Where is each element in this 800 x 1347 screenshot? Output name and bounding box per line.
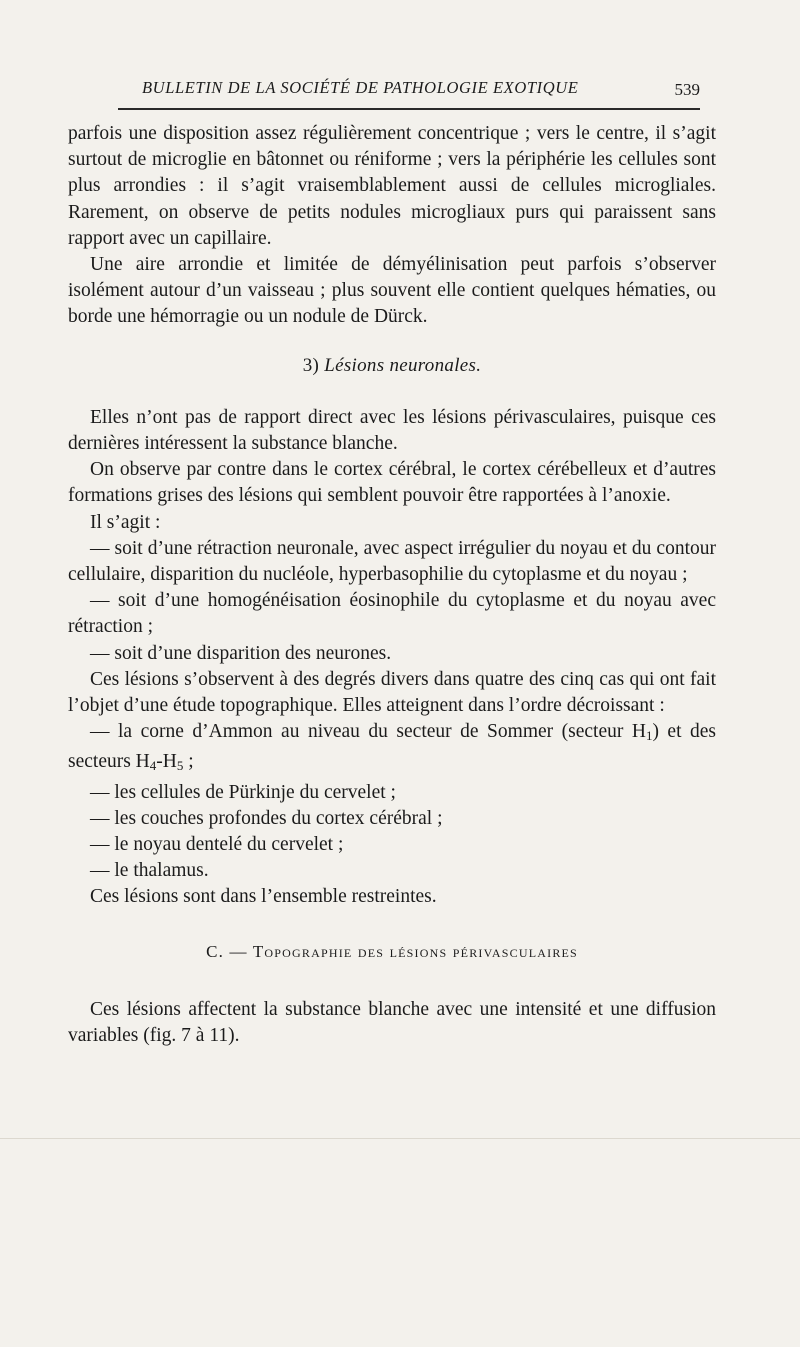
- subheading: [68, 353, 716, 379]
- list-item: — les couches profondes du cortex cérébral ;: [90, 807, 443, 829]
- header-rule: [118, 108, 700, 110]
- list-item: — soit d’une disparition des neurones.: [90, 642, 392, 664]
- paragraph: parfois une disposition assez régulièrement concentrique ; vers le centre, il s’agit surtout de microglie en bâtonnet ou réniforme ; vers la périphérie les cellules sont plus arrondies : il s’agit vraisemblablement aussi de cellules microgliales. Rarement, on observe de petits nodules microgliaux purs qui paraissent sans rapport avec un capillaire.: [68, 123, 716, 249]
- paragraph: Une aire arrondie et limitée de démyélinisation peut parfois s’observer isolément autour d’un vaisseau ; plus souvent elle contient quelques hématies, ou borde une hémorragie ou un nodule de Dürck.: [68, 254, 716, 328]
- subscript: 5: [176, 758, 184, 774]
- paragraph: On observe par contre dans le cortex cérébral, le cortex cérébelleux et d’autres formations grises des lésions qui semblent pouvoir être rapportées à l’anoxie.: [68, 459, 716, 507]
- list-item: — soit d’une homogénéisation éosinophile du cytoplasme et du noyau avec rétraction ;: [68, 590, 716, 638]
- running-title: BULLETIN DE LA SOCIÉTÉ DE PATHOLOGIE EXOTIQUE: [142, 78, 579, 97]
- paragraph: Ces lésions s’observent à des degrés divers dans quatre des cinq cas qui ont fait l’objet d’une étude topographique. Elles atteignent dans l’ordre décroissant :: [68, 668, 716, 717]
- body-text: [68, 121, 716, 1049]
- list-item: — les cellules de Pürkinje du cervelet ;: [90, 781, 396, 803]
- list-item-text: -H: [156, 751, 177, 773]
- list-item: — soit d’une rétraction neuronale, avec aspect irrégulier du noyau et du contour cellulaire, disparition du nucléole, hyperbasophilie du cytoplasme et du noyau ;: [68, 537, 716, 586]
- list-item-text: ;: [183, 751, 194, 773]
- section-heading: C. — Topographie des lésions périvasculaires: [206, 941, 578, 961]
- subscript: 4: [149, 758, 157, 774]
- paragraph: Elles n’ont pas de rapport direct avec les lésions périvasculaires, puisque ces dernières intéressent la substance blanche.: [68, 406, 716, 455]
- page-fold-line: [0, 1138, 800, 1139]
- paragraph: Il s’agit :: [90, 511, 161, 533]
- page-number: 539: [674, 80, 700, 99]
- list-item: — le thalamus.: [90, 860, 209, 882]
- list-item: — le noyau dentelé du cervelet ;: [90, 834, 344, 856]
- paragraph: Ces lésions affectent la substance blanche avec une intensité et une diffusion variables (fig. 7 à 11).: [68, 998, 716, 1047]
- page-header: [118, 78, 700, 112]
- list-item-text: ) et des secteurs H: [68, 721, 717, 773]
- list-item: [68, 719, 716, 779]
- subscript: 1: [645, 728, 653, 744]
- subheading-number: 3): [302, 354, 320, 376]
- list-item-text: — la corne d’Ammon au niveau du secteur de Sommer (secteur H: [90, 721, 646, 743]
- subheading-title: Lésions neuronales.: [324, 354, 482, 376]
- paragraph: Ces lésions sont dans l’ensemble restreintes.: [90, 886, 437, 908]
